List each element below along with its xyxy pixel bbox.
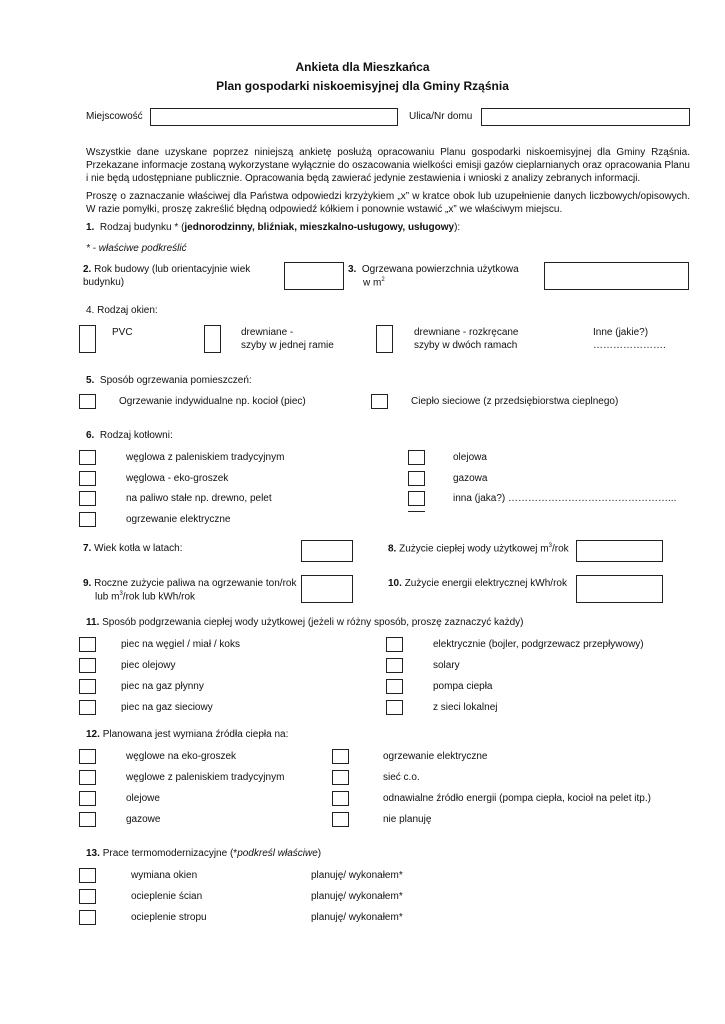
q12-number: 12. [86,729,100,740]
q12-right-label-2: sieć c.o. [383,772,420,783]
intro-paragraph-1: Wszystkie dane uzyskane poprzez niniejszą ankietę posłużą opracowaniu Planu gospodarki niskoemisyjnej dla Gminy Rząśnia. Przekazane informacje zostaną wykorzystane wyłącznie do oszacowania wielkości emisji gazów cieplarnianych oraz opracowania Planu i nie będą udostępniane publicznie. Opracowania będą zawierać jedynie zestawienia i wnioski z analizy zebranych informacji. [86,147,690,184]
q3-line2 [363,277,385,288]
q5-sieciowe-checkbox[interactable] [371,394,388,409]
q1-question [86,222,460,233]
q4-label: 4. Rodzaj okien: [86,305,158,316]
q13-answer-3[interactable]: planuję/ wykonałem* [311,912,403,923]
q12-right-checkbox-2[interactable] [332,770,349,785]
q12-left-checkbox-3[interactable] [79,791,96,806]
q6-right-checkbox-2[interactable] [408,471,425,486]
q11-number: 11. [86,617,100,628]
q13-item-3: ocieplenie stropu [131,912,207,923]
q3-line1: Ogrzewana powierzchnia użytkowa [361,264,519,275]
q4-drewniane-dwie-checkbox[interactable] [376,325,393,353]
q8-text: Zużycie ciepłej wody użytkowej m [399,543,549,555]
q5-indywidualne-checkbox[interactable] [79,394,96,409]
q3-unit-sup: 2 [381,277,385,283]
q3-input[interactable] [544,262,689,290]
q1-text: Rodzaj budynku * ( [99,222,185,233]
q6-left-label-2: węglowa - eko-groszek [126,473,229,484]
q13-item-2: ocieplenie ścian [131,891,203,902]
q4-opt4-line1: Inne (jakie?) [593,327,649,338]
q13-item-1: wymiana okien [131,870,198,881]
q6-left-checkbox-2[interactable] [79,471,96,486]
q7-input[interactable] [301,540,353,562]
q10-text: Zużycie energii elektrycznej kWh/rok [404,578,567,589]
q3-number: 3. [348,264,357,275]
q13-text-a: Prace termomodernizacyjne (* [102,848,238,859]
q6-left-label-4: ogrzewanie elektryczne [126,514,231,525]
q13-text-b: podkreśl właściwe [237,848,318,859]
q6-left-label-3: na paliwo stałe np. drewno, pelet [126,493,272,504]
q12-left-label-2: węglowe z paleniskiem tradycyjnym [126,772,285,783]
q2-number: 2. [83,264,92,275]
q12-right-label-1: ogrzewanie elektryczne [383,751,488,762]
q11-left-label-3: piec na gaz płynny [121,681,204,692]
q13-checkbox-3[interactable] [79,910,96,925]
q9-label [83,578,296,589]
q2-label [83,264,250,275]
q3-label [348,264,519,275]
q9-line2b: /rok lub kWh/rok [122,591,196,603]
q9-line2 [95,591,195,602]
q7-number: 7. [83,543,92,554]
q6-right-label-3: inna (jaka?) …………………………………………... [453,493,677,504]
q11-right-checkbox-4[interactable] [386,700,403,715]
q6-left-label-1: węglowa z paleniskiem tradycyjnym [126,452,285,463]
q12-right-checkbox-3[interactable] [332,791,349,806]
q11-right-label-4: z sieci lokalnej [433,702,498,713]
q9-number: 9. [83,578,92,589]
q12-left-label-4: gazowe [126,814,161,825]
q6-number: 6. [86,430,95,441]
q5-opt2-label: Ciepło sieciowe (z przedsiębiorstwa cieplnego) [411,396,619,407]
q11-right-checkbox-1[interactable] [386,637,403,652]
miejscowosc-field[interactable] [150,108,398,126]
ulica-field[interactable] [481,108,690,126]
q6-left-checkbox-3[interactable] [79,491,96,506]
q9-sup: 3 [119,591,123,597]
q11-left-checkbox-4[interactable] [79,700,96,715]
q5-opt1-label: Ogrzewanie indywidualne np. kocioł (piec) [119,396,306,407]
q4-opt2-line1: drewniane - [241,327,294,338]
q8-end: /rok [551,543,569,555]
q2-line2: budynku) [83,277,125,288]
q2-line1: Rok budowy (lub orientacyjnie wiek [94,264,251,275]
q12-right-label-4: nie planuję [383,814,432,825]
q2-input[interactable] [284,262,344,290]
miejscowosc-label: Miejscowość [86,111,143,122]
q6-divider [408,511,425,512]
q9-line2a: lub m [95,591,120,603]
q6-text: Rodzaj kotłowni: [99,430,173,441]
q4-drewniane-jedna-checkbox[interactable] [204,325,221,353]
q12-right-checkbox-4[interactable] [332,812,349,827]
q11-right-label-1: elektrycznie (bojler, podgrzewacz przepływowy) [433,639,644,650]
q4-pvc-label: PVC [112,327,133,338]
ulica-label: Ulica/Nr domu [409,111,473,122]
q6-right-label-2: gazowa [453,473,488,484]
q6-label [86,430,173,441]
q13-number: 13. [86,848,100,859]
q12-label [86,729,288,740]
q5-text: Sposób ogrzewania pomieszczeń: [99,375,252,386]
q1-number: 1. [86,222,95,233]
q13-answer-1[interactable]: planuję/ wykonałem* [311,870,403,881]
q11-left-label-1: piec na węgiel / miał / koks [121,639,240,650]
q12-left-checkbox-4[interactable] [79,812,96,827]
q4-opt3-line2: szyby w dwóch ramach [414,340,518,351]
form-subtitle: Plan gospodarki niskoemisyjnej dla Gminy Rząśnia [216,79,509,93]
q6-right-label-1: olejowa [453,452,487,463]
q11-label [86,617,523,628]
q13-text-c: ) [317,848,322,859]
q11-right-label-3: pompa ciepła [433,681,493,692]
q12-right-checkbox-1[interactable] [332,749,349,764]
q6-left-checkbox-1[interactable] [79,450,96,465]
q4-pvc-checkbox[interactable] [79,325,96,353]
q11-right-checkbox-2[interactable] [386,658,403,673]
q13-checkbox-2[interactable] [79,889,96,904]
q8-number: 8. [388,543,397,555]
q10-number: 10. [388,578,402,589]
q7-label [83,543,183,554]
q11-text: Sposób podgrzewania ciepłej wody użytkowej (jeżeli w różny sposób, proszę zaznaczyć każdy) [102,617,524,628]
q13-checkbox-1[interactable] [79,868,96,883]
q11-right-label-2: solary [433,660,460,671]
q12-left-label-1: węglowe na eko-groszek [126,751,237,762]
q4-opt4-line2[interactable]: …………………. [593,340,666,351]
q1-note: * - właściwe podkreślić [86,243,187,254]
q11-left-label-2: piec olejowy [121,660,176,671]
q5-label [86,375,252,386]
q11-right-checkbox-3[interactable] [386,679,403,694]
q8-sup: 3 [548,543,552,549]
q6-right-checkbox-3[interactable] [408,491,425,506]
q13-label [86,848,321,859]
q12-left-label-3: olejowe [126,793,160,804]
q12-right-label-3: odnawialne źródło energii (pompa ciepła, kocioł na pelet itp.) [383,793,651,804]
q11-left-checkbox-3[interactable] [79,679,96,694]
q4-opt2-line2: szyby w jednej ramie [241,340,334,351]
q8-label [388,543,569,554]
q3-unit: w m [363,277,382,289]
q12-left-checkbox-1[interactable] [79,749,96,764]
q1-options: jednorodzinny, bliźniak, mieszkalno-usługowy, usługowy [184,222,455,233]
q6-left-checkbox-4[interactable] [79,512,96,527]
q11-left-label-4: piec na gaz sieciowy [121,702,213,713]
q12-text: Planowana jest wymiana źródła ciepła na: [102,729,289,740]
q10-label [388,578,567,589]
q11-left-checkbox-2[interactable] [79,658,96,673]
q8-input[interactable] [576,540,663,562]
q10-input[interactable] [576,575,663,603]
q4-opt3-line1: drewniane - rozkręcane [414,327,519,338]
q12-left-checkbox-2[interactable] [79,770,96,785]
q9-line1: Roczne zużycie paliwa na ogrzewanie ton/rok [94,578,297,589]
form-title: Ankieta dla Mieszkańca [295,60,430,74]
q6-right-checkbox-1[interactable] [408,450,425,465]
q7-text: Wiek kotła w latach: [94,543,183,554]
q9-input[interactable] [301,575,353,603]
q11-left-checkbox-1[interactable] [79,637,96,652]
q13-answer-2[interactable]: planuję/ wykonałem* [311,891,403,902]
q1-end: ): [454,222,461,233]
intro-paragraph-2: Proszę o zaznaczanie właściwej dla Państwa odpowiedzi krzyżykiem „x” w kratce obok lub uzupełnienie danych liczbowych/opisowych. W razie pomyłki, proszę zakreślić błędną odpowiedź kółkiem i ponownie wstawić „x” we właściwym miejscu. [86,191,690,215]
q5-number: 5. [86,375,95,386]
